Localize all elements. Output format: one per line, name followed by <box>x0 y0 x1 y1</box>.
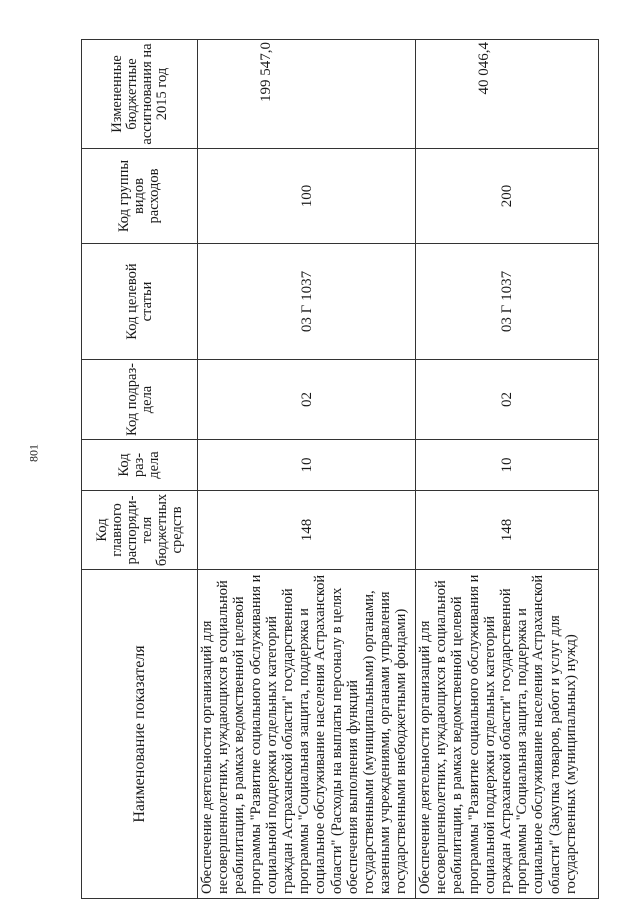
row-main-admin-code: 148 <box>416 491 599 570</box>
table-header-row <box>82 40 198 899</box>
header-section-code: Код раз-дела <box>82 440 198 491</box>
header-name: Наименование показателя <box>82 570 198 899</box>
row-expense-group-code: 200 <box>416 149 599 244</box>
row-subsection-code: 02 <box>198 360 416 440</box>
row-expense-group-code: 100 <box>198 149 416 244</box>
header-expense-group-code: Код группы видов расходов <box>82 149 198 244</box>
table-row <box>416 40 599 899</box>
row-name: Обеспечение деятельности организаций для несовершеннолетних, нуждающихся в социальной реабилитации, в рамках ведомственной целевой программы "Развитие социального обслуживания и социальной поддержки отдельных категорий граждан Астраханской области" государственной программы "Социальная защита, поддержка и социальное обслуживание населения Астраханской области" (Закупка товаров, работ и услуг для государственных (муниципальных) нужд) <box>416 570 599 899</box>
table-row <box>198 40 416 899</box>
row-amended-allocations: 40 046,4 <box>416 40 599 149</box>
row-name: Обеспечение деятельности организаций для несовершеннолетних, нуждающихся в социальной реабилитации, в рамках ведомственной целевой программы "Развитие социального обслуживания и социальной поддержки отдельных категорий граждан Астраханской области" государственной программы "Социальная защита, поддержка и социальное обслуживание населения Астраханской области" (Расходы на выплаты персоналу в целях обеспечения выполнения функций государственными (муниципальными) органами, казенными учреждениями, органами управления государственными внебюджетными фондами) <box>198 570 416 899</box>
row-target-item-code: 03 Г 1037 <box>198 244 416 360</box>
budget-table <box>81 39 599 899</box>
row-amended-allocations: 199 547,0 <box>198 40 416 149</box>
rotated-table-wrapper <box>81 40 598 899</box>
row-main-admin-code: 148 <box>198 491 416 570</box>
header-target-item-code: Код целевой статьи <box>82 244 198 360</box>
header-amended-allocations: Измененные бюджетные ассигнования на 2015 год <box>82 40 198 149</box>
page-number: 801 <box>26 444 41 462</box>
row-subsection-code: 02 <box>416 360 599 440</box>
header-subsection-code: Код подраз-дела <box>82 360 198 440</box>
row-section-code: 10 <box>198 440 416 491</box>
row-section-code: 10 <box>416 440 599 491</box>
row-target-item-code: 03 Г 1037 <box>416 244 599 360</box>
header-main-admin-code: Код главного распоряди-теля бюджетных средств <box>82 491 198 570</box>
